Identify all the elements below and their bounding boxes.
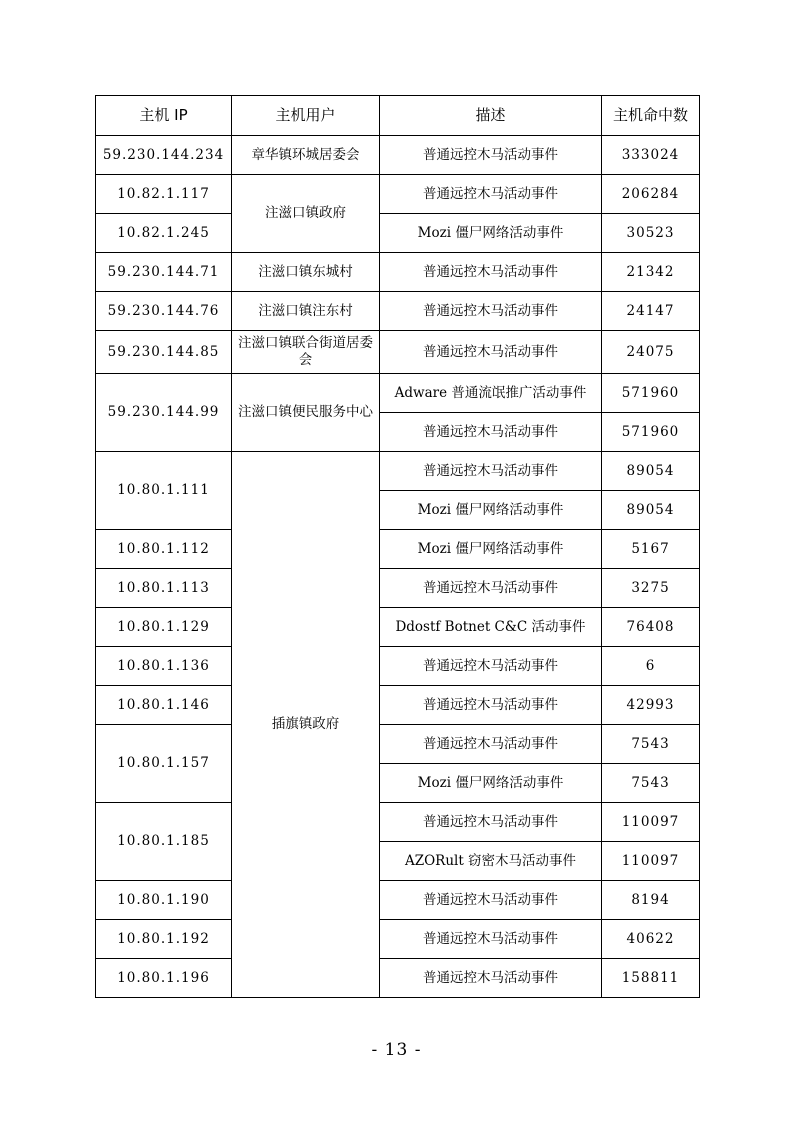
- hits-cell: 110097: [602, 842, 700, 881]
- table-row: [96, 569, 700, 608]
- hits-cell: 42993: [602, 686, 700, 725]
- table-row: [96, 881, 700, 920]
- table-row: [96, 136, 700, 175]
- ip-cell: 59.230.144.234: [96, 136, 232, 175]
- description-cell: 普通远控木马活动事件: [380, 920, 602, 959]
- hits-cell: 89054: [602, 491, 700, 530]
- header-host-user: 主机用户: [232, 96, 380, 136]
- description-cell: Mozi 僵尸网络活动事件: [380, 530, 602, 569]
- ip-cell: 59.230.144.85: [96, 331, 232, 374]
- user-cell: 注滋口镇注东村: [232, 292, 380, 331]
- description-cell: 普通远控木马活动事件: [380, 452, 602, 491]
- hits-cell: 24075: [602, 331, 700, 374]
- hits-cell: 571960: [602, 413, 700, 452]
- description-cell: 普通远控木马活动事件: [380, 959, 602, 998]
- header-hit-count: 主机命中数: [602, 96, 700, 136]
- description-cell: 普通远控木马活动事件: [380, 686, 602, 725]
- ip-cell: 10.80.1.190: [96, 881, 232, 920]
- ip-cell: 10.80.1.157: [96, 725, 232, 803]
- table-row: [96, 253, 700, 292]
- hits-cell: 21342: [602, 253, 700, 292]
- hits-cell: 3275: [602, 569, 700, 608]
- description-cell: 普通远控木马活动事件: [380, 253, 602, 292]
- description-cell: 普通远控木马活动事件: [380, 136, 602, 175]
- ip-cell: 10.80.1.146: [96, 686, 232, 725]
- hits-cell: 7543: [602, 764, 700, 803]
- user-cell: 注滋口镇便民服务中心: [232, 374, 380, 452]
- user-cell: 章华镇环城居委会: [232, 136, 380, 175]
- ip-cell: 59.230.144.99: [96, 374, 232, 452]
- user-cell: 注滋口镇联合街道居委会: [232, 331, 380, 374]
- hits-cell: 89054: [602, 452, 700, 491]
- ip-cell: 10.80.1.196: [96, 959, 232, 998]
- hits-cell: 24147: [602, 292, 700, 331]
- ip-cell: 10.80.1.113: [96, 569, 232, 608]
- description-cell: 普通远控木马活动事件: [380, 881, 602, 920]
- hits-cell: 40622: [602, 920, 700, 959]
- user-cell: 注滋口镇东城村: [232, 253, 380, 292]
- hits-cell: 76408: [602, 608, 700, 647]
- description-cell: 普通远控木马活动事件: [380, 725, 602, 764]
- ip-cell: 10.80.1.136: [96, 647, 232, 686]
- table-row: [96, 647, 700, 686]
- hits-cell: 5167: [602, 530, 700, 569]
- description-cell: Ddostf Botnet C&C 活动事件: [380, 608, 602, 647]
- hits-cell: 6: [602, 647, 700, 686]
- description-cell: 普通远控木马活动事件: [380, 647, 602, 686]
- description-cell: 普通远控木马活动事件: [380, 292, 602, 331]
- header-host-ip: 主机 IP: [96, 96, 232, 136]
- ip-cell: 10.80.1.112: [96, 530, 232, 569]
- hits-cell: 7543: [602, 725, 700, 764]
- ip-cell: 10.80.1.192: [96, 920, 232, 959]
- table-row: [96, 608, 700, 647]
- table-row: [96, 374, 700, 413]
- table-row: [96, 452, 700, 491]
- ip-cell: 59.230.144.71: [96, 253, 232, 292]
- table-row: [96, 292, 700, 331]
- ip-cell: 10.80.1.111: [96, 452, 232, 530]
- table-row: [96, 331, 700, 374]
- table-row: [96, 686, 700, 725]
- description-cell: 普通远控木马活动事件: [380, 331, 602, 374]
- table-row: [96, 725, 700, 764]
- table-header-row: [96, 96, 700, 136]
- description-cell: 普通远控木马活动事件: [380, 175, 602, 214]
- ip-cell: 10.80.1.185: [96, 803, 232, 881]
- description-cell: Mozi 僵尸网络活动事件: [380, 491, 602, 530]
- ip-cell: 10.80.1.129: [96, 608, 232, 647]
- description-cell: 普通远控木马活动事件: [380, 803, 602, 842]
- hits-cell: 8194: [602, 881, 700, 920]
- description-cell: 普通远控木马活动事件: [380, 413, 602, 452]
- hits-cell: 206284: [602, 175, 700, 214]
- hits-cell: 571960: [602, 374, 700, 413]
- user-cell: 注滋口镇政府: [232, 175, 380, 253]
- description-cell: 普通远控木马活动事件: [380, 569, 602, 608]
- table-row: [96, 530, 700, 569]
- host-table: [95, 95, 700, 998]
- description-cell: AZORult 窃密木马活动事件: [380, 842, 602, 881]
- hits-cell: 158811: [602, 959, 700, 998]
- hits-cell: 110097: [602, 803, 700, 842]
- ip-cell: 59.230.144.76: [96, 292, 232, 331]
- ip-cell: 10.82.1.117: [96, 175, 232, 214]
- table-row: [96, 214, 700, 253]
- table-row: [96, 920, 700, 959]
- hits-cell: 30523: [602, 214, 700, 253]
- page-number: - 13 -: [371, 1040, 422, 1060]
- description-cell: Mozi 僵尸网络活动事件: [380, 214, 602, 253]
- ip-cell: 10.82.1.245: [96, 214, 232, 253]
- table-row: [96, 803, 700, 842]
- description-cell: Adware 普通流氓推广活动事件: [380, 374, 602, 413]
- table-row: [96, 175, 700, 214]
- description-cell: Mozi 僵尸网络活动事件: [380, 764, 602, 803]
- hits-cell: 333024: [602, 136, 700, 175]
- header-description: 描述: [380, 96, 602, 136]
- table-row: [96, 959, 700, 998]
- user-cell: 插旗镇政府: [232, 452, 380, 998]
